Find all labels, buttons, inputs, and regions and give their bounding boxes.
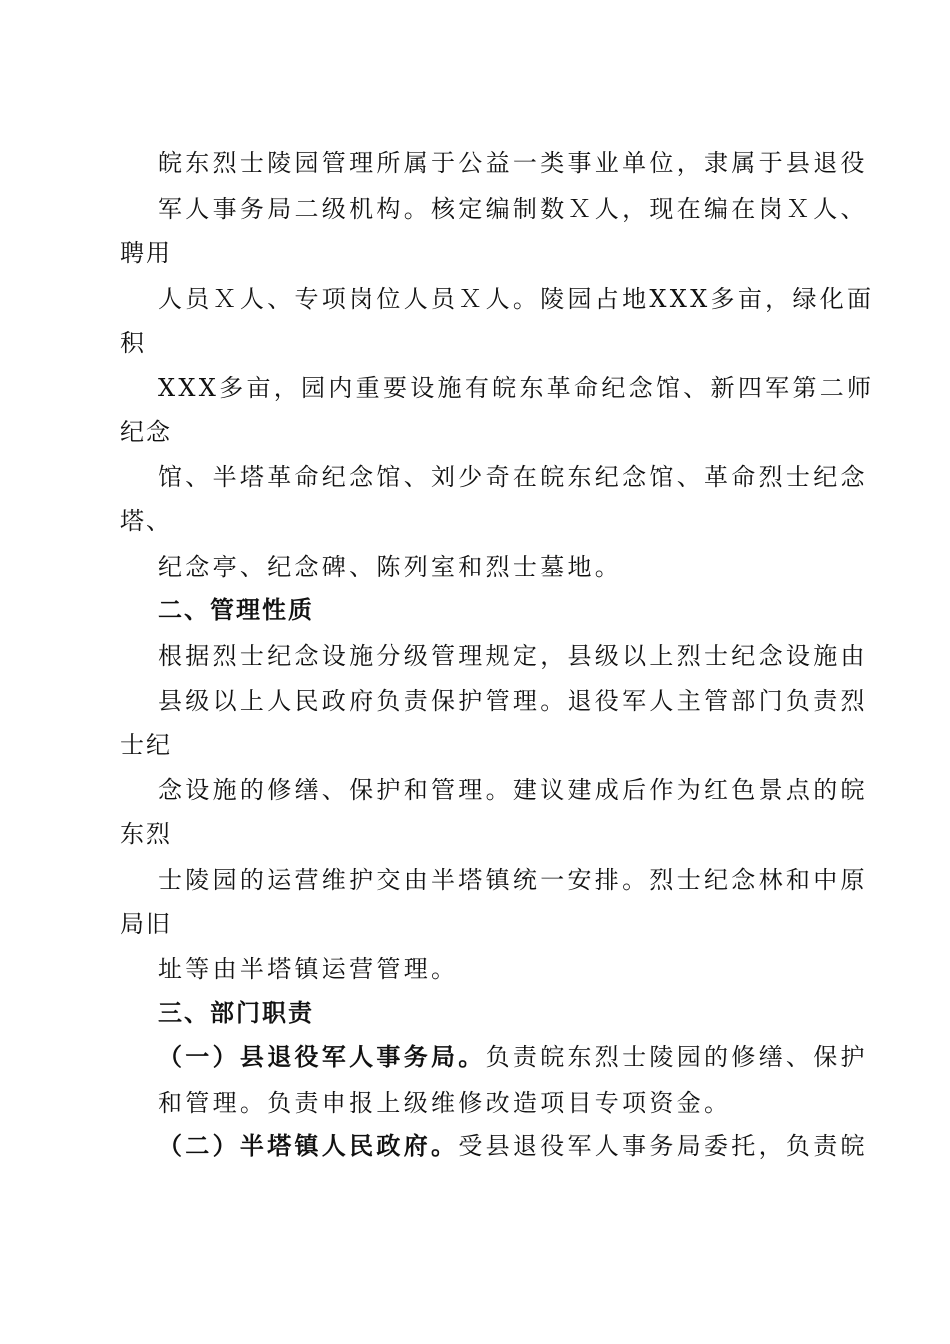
paragraph-2-line-1: 根据烈士纪念设施分级管理规定，县级以上烈士纪念设施由 xyxy=(158,642,868,670)
paragraph-1-line-5-wrap: 塔、 xyxy=(120,507,172,535)
paragraph-1-line-3-wrap: 积 xyxy=(120,329,146,357)
duty-item-2-label: （二）半塔镇人民政府。 xyxy=(158,1131,459,1160)
duty-item-1 xyxy=(158,1041,868,1073)
duty-item-2 xyxy=(158,1130,868,1162)
paragraph-1-line-4: XXX多亩，园内重要设施有皖东革命纪念馆、新四军第二师 xyxy=(158,374,875,402)
paragraph-2-line-3: 念设施的修缮、保护和管理。建议建成后作为红色景点的皖 xyxy=(158,776,868,804)
duty-item-1-text: 负责皖东烈士陵园的修缮、保护 xyxy=(485,1043,868,1071)
section-heading-3: 三、部门职责 xyxy=(158,999,314,1027)
duty-item-1-line-2: 和管理。负责申报上级维修改造项目专项资金。 xyxy=(158,1089,732,1117)
paragraph-1-line-2-wrap: 聘用 xyxy=(120,239,172,267)
paragraph-1-line-2: 军人事务局二级机构。核定编制数Ｘ人，现在编在岗Ｘ人、 xyxy=(158,195,868,223)
paragraph-1-line-5: 馆、半塔革命纪念馆、刘少奇在皖东纪念馆、革命烈士纪念 xyxy=(158,463,868,491)
duty-item-2-text: 受县退役军人事务局委托，负责皖 xyxy=(458,1132,868,1160)
paragraph-2-line-4-wrap: 局旧 xyxy=(120,910,172,938)
paragraph-1-line-1: 皖东烈士陵园管理所属于公益一类事业单位，隶属于县退役 xyxy=(158,149,868,177)
section-heading-2: 二、管理性质 xyxy=(158,596,314,624)
duty-item-1-label: （一）县退役军人事务局。 xyxy=(158,1042,486,1071)
paragraph-2-line-4: 士陵园的运营维护交由半塔镇统一安排。烈士纪念林和中原 xyxy=(158,866,868,894)
paragraph-1-line-3: 人员Ｘ人、专项岗位人员Ｘ人。陵园占地XXX多亩，绿化面 xyxy=(158,285,875,313)
paragraph-2-line-3-wrap: 东烈 xyxy=(120,820,172,848)
paragraph-1-line-4-wrap: 纪念 xyxy=(120,418,172,446)
paragraph-1-line-6: 纪念亭、纪念碑、陈列室和烈士墓地。 xyxy=(158,553,623,581)
paragraph-2-line-2-wrap: 士纪 xyxy=(120,731,172,759)
paragraph-2-line-2: 县级以上人民政府负责保护管理。退役军人主管部门负责烈 xyxy=(158,687,868,715)
paragraph-2-line-5: 址等由半塔镇运营管理。 xyxy=(158,955,459,983)
